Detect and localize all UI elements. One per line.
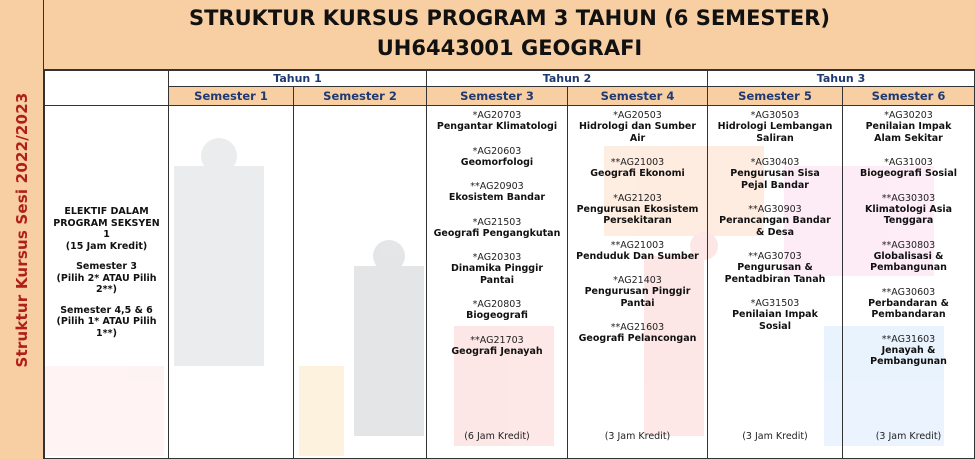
semester-4-credit: (3 Jam Kredit) [604, 431, 671, 442]
page-title: STRUKTUR KURSUS PROGRAM 3 TAHUN (6 SEMESTER) [188, 6, 830, 30]
course-code: *AG31003 [884, 157, 933, 168]
course-item [427, 299, 567, 322]
course-code: *AG20603 [472, 145, 522, 157]
course-item [427, 181, 567, 204]
course-code: **AG21003 [610, 157, 665, 168]
course-item [708, 251, 842, 285]
semester-3-header: Semester 3 [427, 87, 568, 106]
course-item [568, 110, 707, 144]
course-name: Geografi Pelancongan [578, 333, 697, 344]
course-name: Klimatologi Asia Tenggara [864, 203, 953, 226]
elective-credits: (15 Jam Kredit) [65, 240, 148, 252]
course-name: Pengurusan Sisa Pejal Bandar [730, 168, 820, 191]
semester-5-cell [708, 106, 843, 459]
course-name: Dinamika Pinggir Pantai [450, 263, 544, 286]
semester-3-cell [427, 106, 568, 459]
course-code: *AG30503 [750, 110, 800, 121]
course-item [843, 287, 974, 321]
course-code: *AG20803 [472, 299, 522, 310]
course-item [427, 335, 567, 358]
year-3-header: Tahun 3 [708, 71, 975, 87]
elective-sem456-title: Semester 4,5 & 6 [60, 304, 153, 316]
course-name: Geografi Jenayah [451, 345, 543, 357]
course-name: Biogeografi [466, 310, 528, 321]
course-item [568, 275, 707, 309]
elective-sem3-rule: (Pilih 2* ATAU Pilih 2**) [56, 272, 157, 295]
course-item [427, 110, 567, 133]
course-name: Ekosistem Bandar [448, 192, 546, 203]
sidebar-band [0, 0, 44, 459]
session-label: Struktur Kursus Sesi 2022/2023 [13, 92, 31, 368]
course-item [427, 146, 567, 169]
course-code: **AG30703 [748, 251, 802, 262]
semester-2-cell [294, 106, 427, 459]
semester-4-cell [568, 106, 708, 459]
course-name: Geografi Pengangkutan [433, 227, 561, 239]
year-header-row [45, 71, 975, 87]
course-item [568, 240, 707, 263]
course-item [427, 217, 567, 240]
course-code: *AG21203 [613, 192, 662, 204]
course-code: **AG30803 [881, 239, 936, 251]
course-name: Pengantar Klimatologi [436, 121, 558, 132]
year-1-header: Tahun 1 [169, 71, 427, 87]
course-item [843, 193, 974, 227]
semester-6-cell [843, 106, 975, 459]
course-code: **AG20903 [470, 181, 524, 192]
course-code: *AG30403 [750, 157, 800, 168]
course-code: *AG31503 [750, 298, 800, 309]
course-code: **AG21603 [610, 322, 665, 333]
semester-2-header: Semester 2 [294, 87, 427, 106]
course-code: *AG21503 [472, 216, 522, 228]
elective-heading: ELEKTIF DALAM PROGRAM SEKSYEN 1 [53, 206, 160, 240]
semester-6-header: Semester 6 [843, 87, 975, 106]
course-code: *AG30203 [884, 110, 933, 121]
course-item [843, 157, 974, 180]
course-code: **AG30903 [748, 204, 802, 215]
elective-info [49, 206, 164, 348]
semester-6-credit: (3 Jam Kredit) [875, 431, 942, 442]
course-code: *AG20303 [472, 252, 522, 263]
semester-header-row [45, 87, 975, 106]
course-name: Penduduk Dan Sumber [576, 250, 699, 262]
course-name: Hidrologi dan Sumber Air [578, 121, 697, 144]
semester-1-header: Semester 1 [169, 87, 294, 106]
course-item [708, 157, 842, 191]
course-code: *AG21403 [613, 275, 662, 286]
course-item [708, 298, 842, 332]
course-code: *AG20503 [613, 110, 662, 121]
course-item [708, 204, 842, 238]
semester-3-credit: (6 Jam Kredit) [464, 431, 530, 442]
course-name: Perancangan Bandar & Desa [719, 215, 831, 238]
course-name: Penilaian Impak Sosial [732, 309, 818, 332]
course-item [568, 322, 707, 345]
semester-5-credit: (3 Jam Kredit) [742, 431, 808, 442]
elective-sem456-rule: (Pilih 1* ATAU Pilih 1**) [56, 316, 157, 339]
course-name: Perbandaran & Pembandaran [868, 297, 949, 320]
course-name: Geomorfologi [460, 156, 534, 168]
elective-info-cell [45, 106, 169, 459]
program-code-title: UH6443001 GEOGRAFI [376, 36, 643, 60]
course-item [843, 334, 974, 368]
course-item [427, 252, 567, 286]
course-name: Pengurusan & Pentadbiran Tanah [724, 262, 826, 285]
blank-header-cell [45, 71, 169, 106]
year-2-header: Tahun 2 [427, 71, 708, 87]
course-code: **AG21003 [610, 239, 665, 251]
semester-1-cell [169, 106, 294, 459]
course-name: Jenayah & Pembangunan [870, 344, 947, 367]
course-code: *AG20703 [472, 110, 522, 121]
elective-sem3-title: Semester 3 [76, 261, 137, 272]
course-name: Pengurusan Ekosistem Persekitaran [576, 203, 699, 226]
course-name: Geografi Ekonomi [590, 168, 685, 179]
course-name: Pengurusan Pinggir Pantai [584, 286, 691, 309]
course-code: **AG31603 [881, 333, 936, 345]
course-name: Penilaian Impak Alam Sekitar [865, 121, 952, 144]
semester-5-header: Semester 5 [708, 87, 843, 106]
course-item [843, 110, 974, 144]
course-structure-table [44, 70, 975, 459]
title-banner [44, 0, 975, 70]
course-item [708, 110, 842, 144]
course-code: **AG30603 [881, 286, 936, 298]
course-code: **AG21703 [470, 334, 524, 346]
course-item [568, 193, 707, 227]
semester-4-header: Semester 4 [568, 87, 708, 106]
course-name: Biogeografi Sosial [860, 168, 957, 179]
course-item [568, 157, 707, 180]
course-code: **AG30303 [881, 192, 936, 204]
course-name: Hidrologi Lembangan Saliran [717, 121, 833, 144]
course-name: Globalisasi & Pembangunan [870, 250, 947, 273]
course-item [843, 240, 974, 274]
course-body-row [45, 106, 975, 459]
